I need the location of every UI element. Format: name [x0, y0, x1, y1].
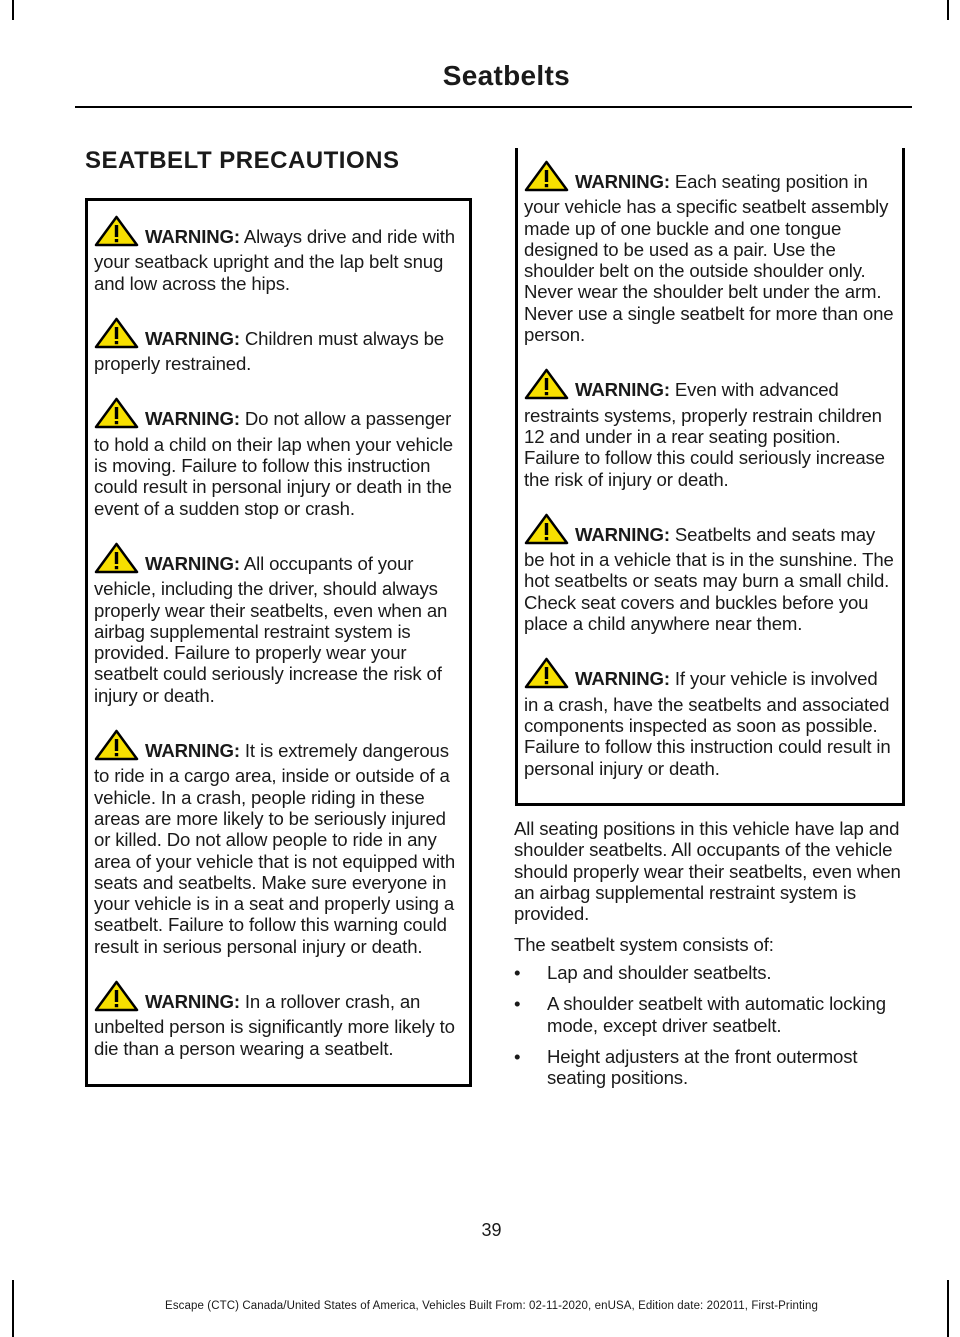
list-item-text: A shoulder seatbelt with automatic locking mode, except driver seatbelt. — [547, 993, 886, 1036]
warning-label: WARNING: — [145, 327, 240, 349]
warning-label: WARNING: — [575, 171, 670, 192]
warning-triangle-icon — [524, 368, 569, 404]
body-paragraph: All seating positions in this vehicle have lap and shoulder seatbelts. All occupants of the vehicle should properly wear their seatbelts, even when an airbag supplemental restraint system is provided. — [514, 818, 901, 925]
warning-label: WARNING: — [145, 552, 240, 574]
body-paragraph: The seatbelt system consists of: — [514, 934, 774, 955]
list-item-text: Lap and shoulder seatbelts. — [547, 962, 772, 983]
warning-text: Even with advanced restraints systems, properly restrain children 12 and under in a rear seating position. Failure to follow this could seriously increase the risk of injury or death. — [524, 379, 885, 490]
warning-triangle-icon — [524, 513, 569, 549]
warning-label: WARNING: — [145, 740, 240, 762]
warning-triangle-icon — [94, 397, 139, 433]
warning-label: WARNING: — [575, 523, 670, 545]
bullet: • — [514, 1045, 521, 1067]
crop-mark — [947, 0, 949, 20]
warning-item — [94, 397, 463, 518]
warning-triangle-icon — [94, 215, 139, 251]
warning-text: If your vehicle is involved in a crash, have the seatbelts and associated components inspected as soon as possible. Failure to follow this instruction could result in personal injury or death. — [524, 668, 891, 779]
warning-item — [524, 513, 896, 634]
warning-item — [94, 215, 463, 294]
warning-text: Children must always be properly restrained. — [94, 327, 444, 375]
list-item — [514, 993, 910, 1036]
warning-item — [524, 657, 896, 778]
seatbelt-system-list — [514, 962, 910, 1098]
list-item — [514, 1046, 910, 1089]
crop-mark — [12, 0, 14, 20]
warning-label: WARNING: — [145, 226, 240, 247]
warning-text: Seatbelts and seats may be hot in a vehicle that is in the sunshine. The hot seatbelts or seats may burn a small child. Check seat covers and buckles before you place a child anywhere near them. — [524, 523, 894, 635]
warning-item — [94, 542, 463, 706]
page-header-title: Seatbelts — [442, 60, 570, 91]
warning-item — [94, 729, 463, 957]
warning-item — [524, 160, 896, 345]
warning-triangle-icon — [94, 729, 139, 765]
warning-triangle-icon — [94, 542, 139, 578]
bullet: • — [514, 993, 521, 1015]
warning-label: WARNING: — [575, 668, 670, 690]
warning-label: WARNING: — [575, 379, 670, 401]
bullet: • — [514, 962, 521, 983]
warning-label: WARNING: — [145, 408, 240, 430]
warning-triangle-icon — [94, 980, 139, 1016]
warning-text: Always drive and ride with your seatback upright and the lap belt snug and low across the hips. — [94, 226, 455, 294]
warning-triangle-icon — [94, 317, 139, 353]
warning-triangle-icon — [524, 657, 569, 693]
section-title: SEATBELT PRECAUTIONS — [85, 147, 400, 174]
page-footer: Escape (CTC) Canada/United States of America, Vehicles Built From: 02-11-2020, enUSA, Edition date: 202011, First-Printing — [165, 1300, 818, 1312]
page-number: 39 — [481, 1220, 502, 1240]
warning-text: Each seating position in your vehicle has a specific seatbelt assembly made up of one buckle and one tongue designed to be used as a pair. Use the shoulder belt on the outside shoulder only. Never wear the shoulder belt under the arm. Never use a single seatbelt for more than one person. — [524, 171, 894, 346]
list-item — [514, 962, 910, 983]
warning-text: It is extremely dangerous to ride in a cargo area, inside or outside of a vehicle. In a crash, people riding in these areas are more likely to be seriously injured or killed. Do not allow people to ride in any area of your vehicle that is not equipped with seats and seatbelts. Make sure everyone in your vehicle is in a seat and properly using a seatbelt. Failure to follow this warning could result in serious personal injury or death. — [94, 740, 456, 957]
warning-text: Do not allow a passenger to hold a child on their lap when your vehicle is moving. Failure to follow this instruction could result in personal injury or death in the event of a sudden stop or crash. — [94, 408, 454, 519]
warning-box-left — [85, 198, 472, 1087]
warning-label: WARNING: — [145, 991, 240, 1013]
warning-text: In a rollover crash, an unbelted person is significantly more likely to die than a person wearing a seatbelt. — [94, 991, 455, 1059]
warning-item — [94, 317, 463, 375]
warning-text: All occupants of your vehicle, including the driver, should always properly wear their seatbelts, even when an airbag supplemental restraint system is provided. Failure to properly wear your seatbelt could seriously increase the risk of injury or death. — [94, 552, 448, 706]
warning-triangle-icon — [524, 160, 569, 196]
warning-item — [524, 368, 896, 489]
warning-item — [94, 980, 463, 1059]
list-item-text: Height adjusters at the front outermost seating positions. — [547, 1045, 858, 1089]
warning-box-right — [515, 148, 905, 806]
header-divider — [75, 106, 912, 108]
